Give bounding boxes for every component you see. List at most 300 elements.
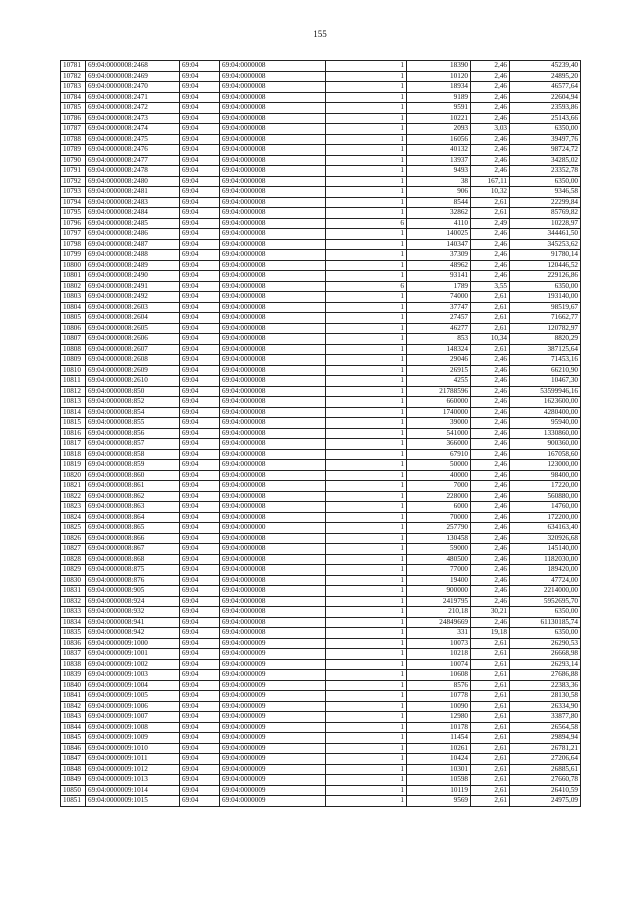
row-number-cell: 10792 bbox=[61, 176, 86, 187]
cadastral-number-cell: 69:04:0000009:1008 bbox=[86, 722, 180, 733]
table-body bbox=[61, 61, 581, 807]
district-code-cell: 69:04 bbox=[180, 796, 220, 807]
district-code-cell: 69:04 bbox=[180, 166, 220, 177]
area-value-cell: 37747 bbox=[407, 302, 471, 313]
cadastral-value-cell: 320926,68 bbox=[510, 533, 581, 544]
row-number-cell: 10814 bbox=[61, 407, 86, 418]
rate-value-cell: 2,46 bbox=[471, 260, 510, 271]
table-row bbox=[61, 218, 581, 229]
cadastral-value-cell: 22383,36 bbox=[510, 680, 581, 691]
rate-value-cell: 2,61 bbox=[471, 680, 510, 691]
cadastral-quarter-cell: 69:04:0000009 bbox=[220, 754, 326, 765]
row-number-cell: 10789 bbox=[61, 145, 86, 156]
cadastral-value-cell: 2214000,00 bbox=[510, 586, 581, 597]
district-code-cell: 69:04 bbox=[180, 491, 220, 502]
cadastral-value-cell: 85769,82 bbox=[510, 208, 581, 219]
row-number-cell: 10784 bbox=[61, 92, 86, 103]
cadastral-value-cell: 345253,62 bbox=[510, 239, 581, 250]
cadastral-value-cell: 387125,64 bbox=[510, 344, 581, 355]
cadastral-quarter-cell: 69:04:0000008 bbox=[220, 239, 326, 250]
area-value-cell: 67910 bbox=[407, 449, 471, 460]
parcel-count-cell: 1 bbox=[326, 82, 407, 93]
row-number-cell: 10820 bbox=[61, 470, 86, 481]
parcel-count-cell: 1 bbox=[326, 166, 407, 177]
cadastral-number-cell: 69:04:0000008:852 bbox=[86, 397, 180, 408]
cadastral-value-cell: 26410,59 bbox=[510, 785, 581, 796]
area-value-cell: 21788596 bbox=[407, 386, 471, 397]
parcel-count-cell: 1 bbox=[326, 176, 407, 187]
district-code-cell: 69:04 bbox=[180, 124, 220, 135]
cadastral-quarter-cell: 69:04:0000008 bbox=[220, 596, 326, 607]
area-value-cell: 19400 bbox=[407, 575, 471, 586]
row-number-cell: 10803 bbox=[61, 292, 86, 303]
parcel-count-cell: 1 bbox=[326, 733, 407, 744]
rate-value-cell: 2,46 bbox=[471, 386, 510, 397]
cadastral-value-cell: 53599946,16 bbox=[510, 386, 581, 397]
cadastral-quarter-cell: 69:04:0000008 bbox=[220, 166, 326, 177]
cadastral-quarter-cell: 69:04:0000008 bbox=[220, 124, 326, 135]
table-row bbox=[61, 82, 581, 93]
district-code-cell: 69:04 bbox=[180, 617, 220, 628]
cadastral-value-cell: 34285,02 bbox=[510, 155, 581, 166]
cadastral-number-cell: 69:04:0000008:942 bbox=[86, 628, 180, 639]
rate-value-cell: 2,61 bbox=[471, 775, 510, 786]
rate-value-cell: 2,61 bbox=[471, 754, 510, 765]
cadastral-value-cell: 61130185,74 bbox=[510, 617, 581, 628]
cadastral-number-cell: 69:04:0000008:854 bbox=[86, 407, 180, 418]
row-number-cell: 10795 bbox=[61, 208, 86, 219]
table-row bbox=[61, 533, 581, 544]
district-code-cell: 69:04 bbox=[180, 313, 220, 324]
area-value-cell: 9189 bbox=[407, 92, 471, 103]
parcel-count-cell: 1 bbox=[326, 565, 407, 576]
cadastral-value-cell: 26668,98 bbox=[510, 649, 581, 660]
district-code-cell: 69:04 bbox=[180, 733, 220, 744]
cadastral-value-cell: 1330860,00 bbox=[510, 428, 581, 439]
district-code-cell: 69:04 bbox=[180, 554, 220, 565]
cadastral-value-cell: 24895,20 bbox=[510, 71, 581, 82]
parcel-count-cell: 1 bbox=[326, 575, 407, 586]
area-value-cell: 10598 bbox=[407, 775, 471, 786]
parcel-count-cell: 1 bbox=[326, 397, 407, 408]
rate-value-cell: 2,61 bbox=[471, 712, 510, 723]
district-code-cell: 69:04 bbox=[180, 365, 220, 376]
rate-value-cell: 2,61 bbox=[471, 323, 510, 334]
parcel-count-cell: 1 bbox=[326, 124, 407, 135]
table-row bbox=[61, 239, 581, 250]
table-row bbox=[61, 449, 581, 460]
cadastral-number-cell: 69:04:0000008:860 bbox=[86, 470, 180, 481]
area-value-cell: 257790 bbox=[407, 523, 471, 534]
cadastral-quarter-cell: 69:04:0000008 bbox=[220, 281, 326, 292]
table-row bbox=[61, 323, 581, 334]
row-number-cell: 10847 bbox=[61, 754, 86, 765]
row-number-cell: 10810 bbox=[61, 365, 86, 376]
cadastral-quarter-cell: 69:04:0000008 bbox=[220, 460, 326, 471]
cadastral-quarter-cell: 69:04:0000008 bbox=[220, 61, 326, 72]
cadastral-value-cell: 28130,58 bbox=[510, 691, 581, 702]
area-value-cell: 906 bbox=[407, 187, 471, 198]
cadastral-quarter-cell: 69:04:0000008 bbox=[220, 386, 326, 397]
cadastral-quarter-cell: 69:04:0000008 bbox=[220, 176, 326, 187]
district-code-cell: 69:04 bbox=[180, 103, 220, 114]
row-number-cell: 10812 bbox=[61, 386, 86, 397]
district-code-cell: 69:04 bbox=[180, 176, 220, 187]
cadastral-value-cell: 8820,29 bbox=[510, 334, 581, 345]
parcel-count-cell: 1 bbox=[326, 418, 407, 429]
row-number-cell: 10800 bbox=[61, 260, 86, 271]
area-value-cell: 48962 bbox=[407, 260, 471, 271]
cadastral-quarter-cell: 69:04:0000008 bbox=[220, 397, 326, 408]
row-number-cell: 10817 bbox=[61, 439, 86, 450]
district-code-cell: 69:04 bbox=[180, 670, 220, 681]
cadastral-quarter-cell: 69:04:0000009 bbox=[220, 701, 326, 712]
cadastral-value-cell: 120782,97 bbox=[510, 323, 581, 334]
cadastral-value-cell: 91780,14 bbox=[510, 250, 581, 261]
area-value-cell: 40000 bbox=[407, 470, 471, 481]
cadastral-value-cell: 33877,80 bbox=[510, 712, 581, 723]
rate-value-cell: 2,61 bbox=[471, 208, 510, 219]
area-value-cell: 10073 bbox=[407, 638, 471, 649]
cadastral-quarter-cell: 69:04:0000008 bbox=[220, 628, 326, 639]
parcel-count-cell: 1 bbox=[326, 386, 407, 397]
area-value-cell: 210,18 bbox=[407, 607, 471, 618]
cadastral-number-cell: 69:04:0000008:2605 bbox=[86, 323, 180, 334]
area-value-cell: 10261 bbox=[407, 743, 471, 754]
cadastral-quarter-cell: 69:04:0000008 bbox=[220, 218, 326, 229]
area-value-cell: 10074 bbox=[407, 659, 471, 670]
table-row bbox=[61, 281, 581, 292]
row-number-cell: 10845 bbox=[61, 733, 86, 744]
rate-value-cell: 2,46 bbox=[471, 92, 510, 103]
cadastral-number-cell: 69:04:0000008:863 bbox=[86, 502, 180, 513]
table-row bbox=[61, 134, 581, 145]
table-row bbox=[61, 229, 581, 240]
rate-value-cell: 3,55 bbox=[471, 281, 510, 292]
cadastral-number-cell: 69:04:0000008:2484 bbox=[86, 208, 180, 219]
area-value-cell: 9569 bbox=[407, 796, 471, 807]
area-value-cell: 12980 bbox=[407, 712, 471, 723]
row-number-cell: 10848 bbox=[61, 764, 86, 775]
parcel-count-cell: 1 bbox=[326, 722, 407, 733]
district-code-cell: 69:04 bbox=[180, 355, 220, 366]
district-code-cell: 69:04 bbox=[180, 376, 220, 387]
row-number-cell: 10842 bbox=[61, 701, 86, 712]
cadastral-quarter-cell: 69:04:0000009 bbox=[220, 638, 326, 649]
row-number-cell: 10815 bbox=[61, 418, 86, 429]
parcel-count-cell: 1 bbox=[326, 649, 407, 660]
row-number-cell: 10846 bbox=[61, 743, 86, 754]
cadastral-value-cell: 4280400,00 bbox=[510, 407, 581, 418]
parcel-count-cell: 1 bbox=[326, 271, 407, 282]
table-row bbox=[61, 166, 581, 177]
table-row bbox=[61, 145, 581, 156]
cadastral-quarter-cell: 69:04:0000008 bbox=[220, 502, 326, 513]
row-number-cell: 10830 bbox=[61, 575, 86, 586]
cadastral-quarter-cell: 69:04:0000009 bbox=[220, 722, 326, 733]
cadastral-value-cell: 6350,00 bbox=[510, 176, 581, 187]
cadastral-value-cell: 45239,40 bbox=[510, 61, 581, 72]
rate-value-cell: 2,46 bbox=[471, 439, 510, 450]
cadastral-number-cell: 69:04:0000008:868 bbox=[86, 554, 180, 565]
district-code-cell: 69:04 bbox=[180, 743, 220, 754]
cadastral-value-cell: 47724,00 bbox=[510, 575, 581, 586]
rate-value-cell: 2,46 bbox=[471, 61, 510, 72]
cadastral-value-cell: 27206,64 bbox=[510, 754, 581, 765]
row-number-cell: 10787 bbox=[61, 124, 86, 135]
cadastral-number-cell: 69:04:0000008:866 bbox=[86, 533, 180, 544]
cadastral-quarter-cell: 69:04:0000008 bbox=[220, 145, 326, 156]
district-code-cell: 69:04 bbox=[180, 764, 220, 775]
cadastral-quarter-cell: 69:04:0000009 bbox=[220, 670, 326, 681]
area-value-cell: 1740000 bbox=[407, 407, 471, 418]
cadastral-number-cell: 69:04:0000008:2608 bbox=[86, 355, 180, 366]
parcel-count-cell: 1 bbox=[326, 691, 407, 702]
area-value-cell: 40132 bbox=[407, 145, 471, 156]
rate-value-cell: 2,61 bbox=[471, 292, 510, 303]
area-value-cell: 18934 bbox=[407, 82, 471, 93]
cadastral-number-cell: 69:04:0000009:1009 bbox=[86, 733, 180, 744]
district-code-cell: 69:04 bbox=[180, 145, 220, 156]
area-value-cell: 29046 bbox=[407, 355, 471, 366]
district-code-cell: 69:04 bbox=[180, 628, 220, 639]
rate-value-cell: 2,49 bbox=[471, 218, 510, 229]
cadastral-value-cell: 98519,67 bbox=[510, 302, 581, 313]
rate-value-cell: 2,46 bbox=[471, 250, 510, 261]
table-row bbox=[61, 701, 581, 712]
rate-value-cell: 2,46 bbox=[471, 355, 510, 366]
parcel-count-cell: 1 bbox=[326, 134, 407, 145]
parcel-count-cell: 1 bbox=[326, 155, 407, 166]
district-code-cell: 69:04 bbox=[180, 775, 220, 786]
parcel-count-cell: 1 bbox=[326, 775, 407, 786]
cadastral-number-cell: 69:04:0000008:2485 bbox=[86, 218, 180, 229]
rate-value-cell: 2,61 bbox=[471, 733, 510, 744]
district-code-cell: 69:04 bbox=[180, 281, 220, 292]
row-number-cell: 10807 bbox=[61, 334, 86, 345]
cadastral-value-cell: 22299,84 bbox=[510, 197, 581, 208]
parcel-count-cell: 1 bbox=[326, 617, 407, 628]
area-value-cell: 1789 bbox=[407, 281, 471, 292]
table-row bbox=[61, 722, 581, 733]
district-code-cell: 69:04 bbox=[180, 407, 220, 418]
area-value-cell: 140347 bbox=[407, 239, 471, 250]
row-number-cell: 10840 bbox=[61, 680, 86, 691]
cadastral-quarter-cell: 69:04:0000008 bbox=[220, 323, 326, 334]
table-row bbox=[61, 334, 581, 345]
rate-value-cell: 2,46 bbox=[471, 103, 510, 114]
rate-value-cell: 2,61 bbox=[471, 313, 510, 324]
cadastral-number-cell: 69:04:0000008:2477 bbox=[86, 155, 180, 166]
area-value-cell: 10090 bbox=[407, 701, 471, 712]
rate-value-cell: 2,46 bbox=[471, 365, 510, 376]
row-number-cell: 10841 bbox=[61, 691, 86, 702]
cadastral-value-table bbox=[60, 60, 581, 807]
area-value-cell: 480500 bbox=[407, 554, 471, 565]
rate-value-cell: 2,46 bbox=[471, 407, 510, 418]
parcel-count-cell: 1 bbox=[326, 313, 407, 324]
district-code-cell: 69:04 bbox=[180, 649, 220, 660]
district-code-cell: 69:04 bbox=[180, 586, 220, 597]
cadastral-quarter-cell: 69:04:0000009 bbox=[220, 743, 326, 754]
table-row bbox=[61, 208, 581, 219]
cadastral-value-cell: 26293,14 bbox=[510, 659, 581, 670]
table-row bbox=[61, 659, 581, 670]
cadastral-number-cell: 69:04:0000009:1006 bbox=[86, 701, 180, 712]
cadastral-value-cell: 120446,52 bbox=[510, 260, 581, 271]
cadastral-value-cell: 39497,76 bbox=[510, 134, 581, 145]
cadastral-number-cell: 69:04:0000008:857 bbox=[86, 439, 180, 450]
row-number-cell: 10785 bbox=[61, 103, 86, 114]
parcel-count-cell: 1 bbox=[326, 470, 407, 481]
district-code-cell: 69:04 bbox=[180, 197, 220, 208]
cadastral-value-cell: 5952695,70 bbox=[510, 596, 581, 607]
district-code-cell: 69:04 bbox=[180, 512, 220, 523]
table-row bbox=[61, 481, 581, 492]
cadastral-quarter-cell: 69:04:0000008 bbox=[220, 355, 326, 366]
page-number: 155 bbox=[313, 29, 327, 39]
cadastral-number-cell: 69:04:0000008:2492 bbox=[86, 292, 180, 303]
table-row bbox=[61, 176, 581, 187]
area-value-cell: 70000 bbox=[407, 512, 471, 523]
table-row bbox=[61, 470, 581, 481]
district-code-cell: 69:04 bbox=[180, 229, 220, 240]
area-value-cell: 24849669 bbox=[407, 617, 471, 628]
district-code-cell: 69:04 bbox=[180, 386, 220, 397]
table-row bbox=[61, 617, 581, 628]
cadastral-quarter-cell: 69:04:0000008 bbox=[220, 92, 326, 103]
district-code-cell: 69:04 bbox=[180, 712, 220, 723]
cadastral-quarter-cell: 69:04:0000008 bbox=[220, 586, 326, 597]
area-value-cell: 74000 bbox=[407, 292, 471, 303]
rate-value-cell: 3,03 bbox=[471, 124, 510, 135]
cadastral-quarter-cell: 69:04:0000008 bbox=[220, 271, 326, 282]
parcel-count-cell: 1 bbox=[326, 764, 407, 775]
cadastral-quarter-cell: 69:04:0000008 bbox=[220, 229, 326, 240]
cadastral-quarter-cell: 69:04:0000009 bbox=[220, 659, 326, 670]
cadastral-quarter-cell: 69:04:0000008 bbox=[220, 575, 326, 586]
rate-value-cell: 2,61 bbox=[471, 344, 510, 355]
row-number-cell: 10798 bbox=[61, 239, 86, 250]
cadastral-number-cell: 69:04:0000008:2476 bbox=[86, 145, 180, 156]
rate-value-cell: 2,46 bbox=[471, 533, 510, 544]
parcel-count-cell: 1 bbox=[326, 785, 407, 796]
rate-value-cell: 2,61 bbox=[471, 197, 510, 208]
row-number-cell: 10781 bbox=[61, 61, 86, 72]
district-code-cell: 69:04 bbox=[180, 722, 220, 733]
row-number-cell: 10799 bbox=[61, 250, 86, 261]
cadastral-quarter-cell: 69:04:0000009 bbox=[220, 733, 326, 744]
district-code-cell: 69:04 bbox=[180, 523, 220, 534]
rate-value-cell: 2,46 bbox=[471, 145, 510, 156]
table-row bbox=[61, 250, 581, 261]
area-value-cell: 366000 bbox=[407, 439, 471, 450]
parcel-count-cell: 1 bbox=[326, 596, 407, 607]
row-number-cell: 10828 bbox=[61, 554, 86, 565]
cadastral-value-cell: 27686,88 bbox=[510, 670, 581, 681]
table-row bbox=[61, 61, 581, 72]
area-value-cell: 16056 bbox=[407, 134, 471, 145]
parcel-count-cell: 1 bbox=[326, 376, 407, 387]
cadastral-quarter-cell: 69:04:0000008 bbox=[220, 491, 326, 502]
district-code-cell: 69:04 bbox=[180, 607, 220, 618]
district-code-cell: 69:04 bbox=[180, 428, 220, 439]
rate-value-cell: 2,46 bbox=[471, 229, 510, 240]
cadastral-number-cell: 69:04:0000008:932 bbox=[86, 607, 180, 618]
row-number-cell: 10838 bbox=[61, 659, 86, 670]
table-row bbox=[61, 649, 581, 660]
area-value-cell: 10119 bbox=[407, 785, 471, 796]
parcel-count-cell: 1 bbox=[326, 292, 407, 303]
row-number-cell: 10794 bbox=[61, 197, 86, 208]
row-number-cell: 10837 bbox=[61, 649, 86, 660]
row-number-cell: 10805 bbox=[61, 313, 86, 324]
row-number-cell: 10849 bbox=[61, 775, 86, 786]
cadastral-value-cell: 98400,00 bbox=[510, 470, 581, 481]
table-row bbox=[61, 439, 581, 450]
cadastral-value-cell: 17220,00 bbox=[510, 481, 581, 492]
area-value-cell: 93141 bbox=[407, 271, 471, 282]
cadastral-number-cell: 69:04:0000009:1015 bbox=[86, 796, 180, 807]
table-row bbox=[61, 355, 581, 366]
area-value-cell: 853 bbox=[407, 334, 471, 345]
table-row bbox=[61, 554, 581, 565]
cadastral-quarter-cell: 69:04:0000008 bbox=[220, 428, 326, 439]
row-number-cell: 10834 bbox=[61, 617, 86, 628]
cadastral-value-cell: 98724,72 bbox=[510, 145, 581, 156]
rate-value-cell: 2,46 bbox=[471, 554, 510, 565]
cadastral-quarter-cell: 69:04:0000008 bbox=[220, 71, 326, 82]
table-row bbox=[61, 376, 581, 387]
table-row bbox=[61, 523, 581, 534]
parcel-count-cell: 1 bbox=[326, 701, 407, 712]
area-value-cell: 32862 bbox=[407, 208, 471, 219]
cadastral-value-cell: 1623600,00 bbox=[510, 397, 581, 408]
rate-value-cell: 10,34 bbox=[471, 334, 510, 345]
cadastral-value-cell: 1182030,00 bbox=[510, 554, 581, 565]
rate-value-cell: 2,46 bbox=[471, 428, 510, 439]
table-row bbox=[61, 764, 581, 775]
table-row bbox=[61, 292, 581, 303]
rate-value-cell: 167,11 bbox=[471, 176, 510, 187]
rate-value-cell: 2,61 bbox=[471, 785, 510, 796]
rate-value-cell: 2,46 bbox=[471, 82, 510, 93]
table-row bbox=[61, 775, 581, 786]
parcel-count-cell: 1 bbox=[326, 145, 407, 156]
area-value-cell: 77000 bbox=[407, 565, 471, 576]
area-value-cell: 2419795 bbox=[407, 596, 471, 607]
cadastral-value-cell: 46577,64 bbox=[510, 82, 581, 93]
cadastral-value-cell: 344461,50 bbox=[510, 229, 581, 240]
cadastral-number-cell: 69:04:0000008:2474 bbox=[86, 124, 180, 135]
cadastral-quarter-cell: 69:04:0000009 bbox=[220, 712, 326, 723]
parcel-count-cell: 1 bbox=[326, 208, 407, 219]
district-code-cell: 69:04 bbox=[180, 680, 220, 691]
cadastral-value-cell: 22604,94 bbox=[510, 92, 581, 103]
district-code-cell: 69:04 bbox=[180, 596, 220, 607]
district-code-cell: 69:04 bbox=[180, 208, 220, 219]
table-row bbox=[61, 113, 581, 124]
cadastral-number-cell: 69:04:0000008:905 bbox=[86, 586, 180, 597]
cadastral-quarter-cell: 69:04:0000008 bbox=[220, 197, 326, 208]
table-row bbox=[61, 407, 581, 418]
parcel-count-cell: 1 bbox=[326, 187, 407, 198]
cadastral-number-cell: 69:04:0000009:1002 bbox=[86, 659, 180, 670]
parcel-count-cell: 1 bbox=[326, 302, 407, 313]
cadastral-value-cell: 167058,60 bbox=[510, 449, 581, 460]
district-code-cell: 69:04 bbox=[180, 113, 220, 124]
parcel-count-cell: 1 bbox=[326, 428, 407, 439]
